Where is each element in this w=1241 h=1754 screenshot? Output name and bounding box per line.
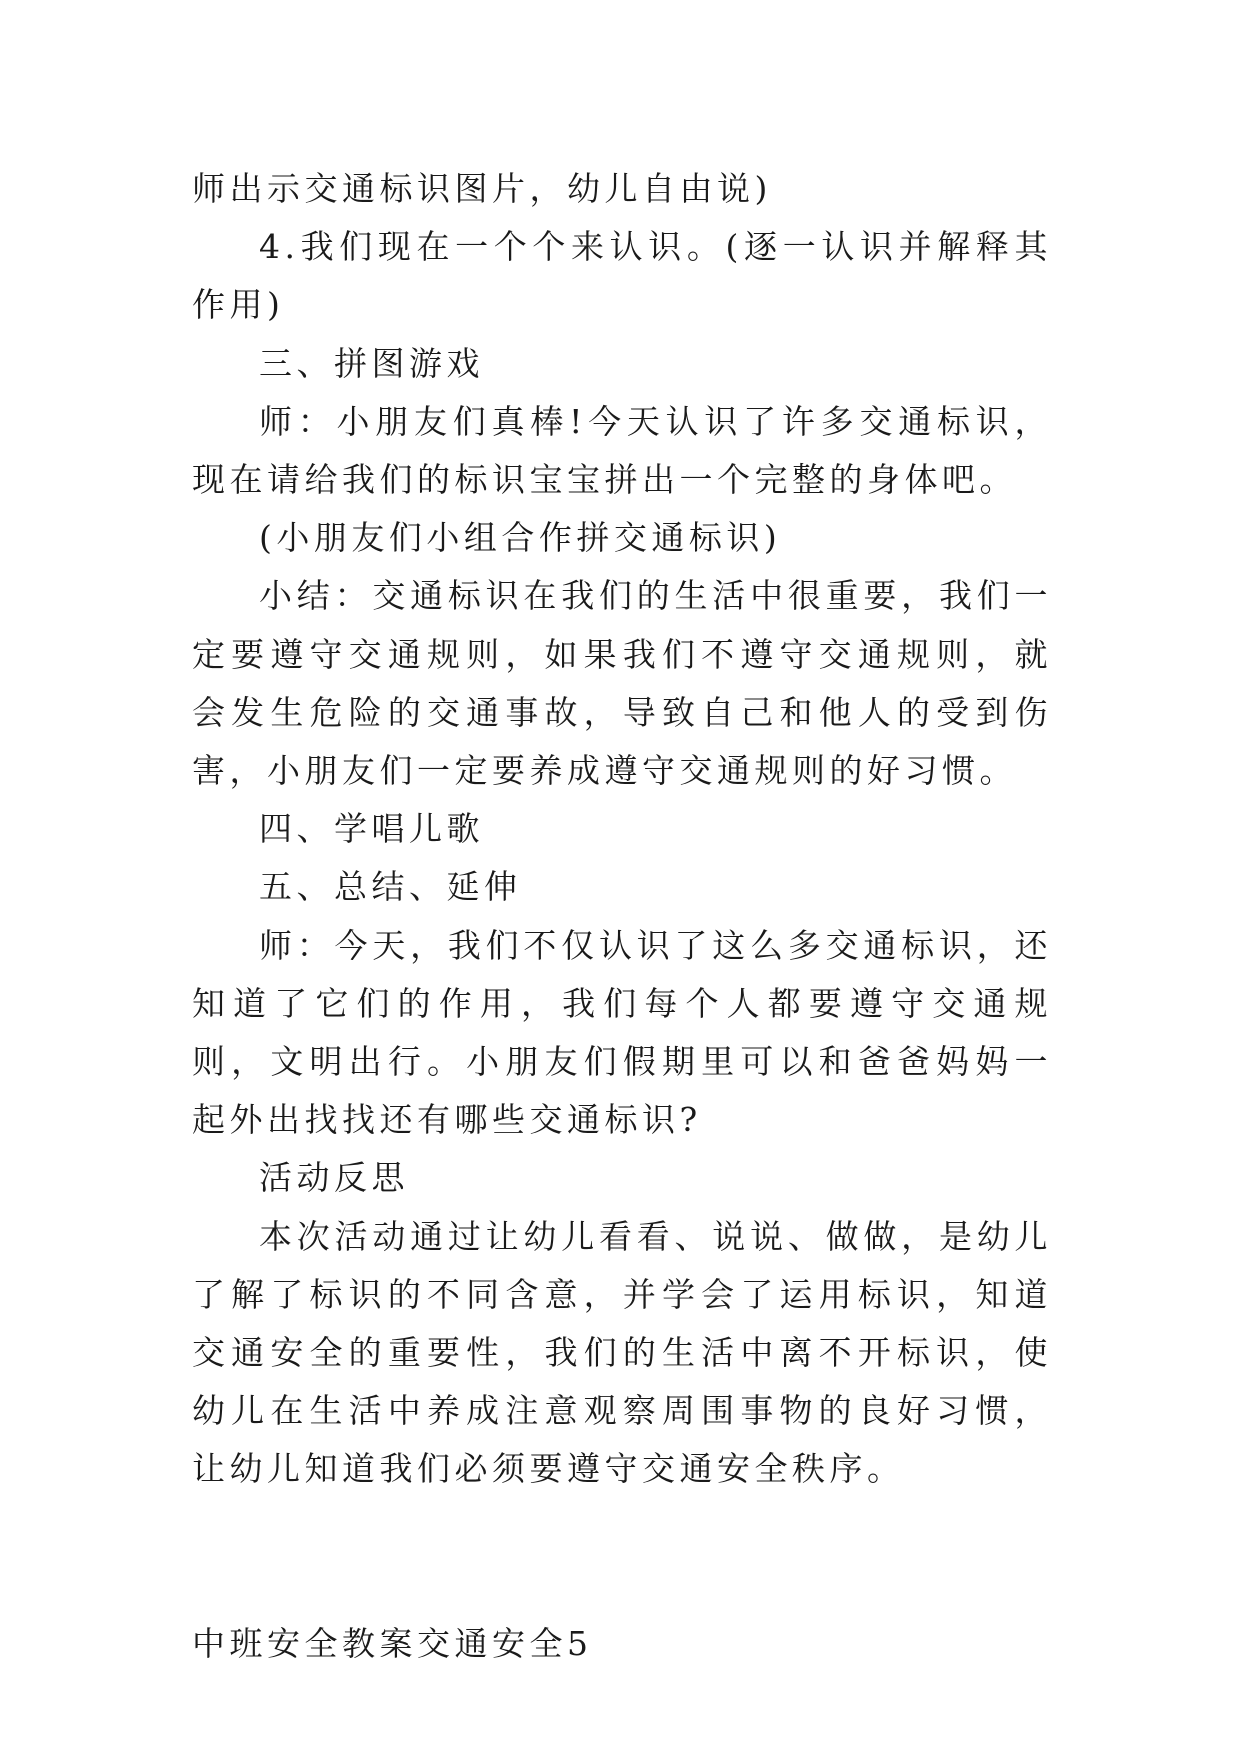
next-section-title: 中班安全教案交通安全5 <box>192 1624 593 1664</box>
paragraph-teacher-closing: 师：今天，我们不仅认识了这么多交通标识，还知道了它们的作用，我们每个人都要遵守交通规则，文明出行。小朋友们假期里可以和爸爸妈妈一起外出找找还有哪些交通标识? <box>192 925 1052 1140</box>
heading-learn-song: 四、学唱儿歌 <box>259 809 484 849</box>
paragraph-step-4: 4.我们现在一个个来认识。(逐一认识并解释其作用) <box>192 227 1052 325</box>
paragraph-reflection: 本次活动通过让幼儿看看、说说、做做，是幼儿了解了标识的不同含意，并学会了运用标识，知道交通安全的重要性，我们的生活中离不开标识，使幼儿在生活中养成注意观察周围事物的良好习惯，让幼儿知道我们必须要遵守交通安全秩序。 <box>192 1216 1052 1489</box>
paragraph-group-activity: (小朋友们小组合作拼交通标识) <box>259 518 782 558</box>
paragraph-teacher-praise: 师：小朋友们真棒!今天认识了许多交通标识，现在请给我们的标识宝宝拼出一个完整的身体吧。 <box>192 401 1052 500</box>
heading-reflection: 活动反思 <box>259 1158 409 1198</box>
paragraph-summary: 小结：交通标识在我们的生活中很重要，我们一定要遵守交通规则，如果我们不遵守交通规则，就会发生危险的交通事故，导致自己和他人的受到伤害，小朋友们一定要养成遵守交通规则的好习惯。 <box>192 576 1052 791</box>
heading-puzzle-game: 三、拼图游戏 <box>259 343 484 383</box>
document-body <box>192 160 1052 1673</box>
heading-summary-extension: 五、总结、延伸 <box>259 867 522 907</box>
section-spacer <box>192 1499 1052 1615</box>
paragraph-continuation: 师出示交通标识图片，幼儿自由说) <box>192 169 772 208</box>
